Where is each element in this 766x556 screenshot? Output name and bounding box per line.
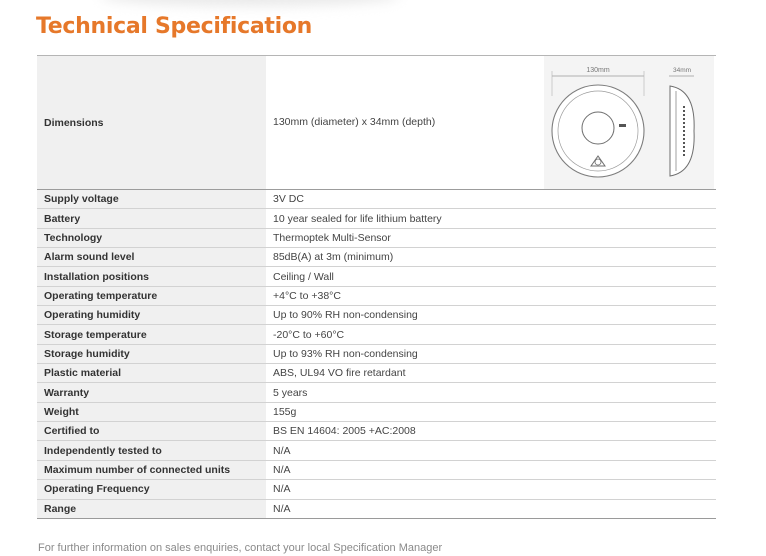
row-label: Storage humidity: [37, 344, 266, 363]
table-row: [37, 402, 716, 421]
row-label: Alarm sound level: [37, 248, 266, 267]
row-label: Range: [37, 499, 266, 518]
row-label: Dimensions: [37, 56, 266, 190]
row-label: Independently tested to: [37, 441, 266, 460]
table-row: [37, 325, 716, 344]
table-row: [37, 306, 716, 325]
table-row: [37, 480, 716, 499]
footer-note: For further information on sales enquiries, contact your local Specification Manager: [38, 542, 443, 554]
row-value: ABS, UL94 VO fire retardant: [266, 364, 716, 383]
row-value: 10 year sealed for life lithium battery: [266, 209, 716, 228]
row-value: -20°C to +60°C: [266, 325, 716, 344]
row-value: Ceiling / Wall: [266, 267, 716, 286]
spec-table-body: [37, 56, 716, 519]
table-row: [37, 499, 716, 518]
row-label: Operating temperature: [37, 286, 266, 305]
row-label: Plastic material: [37, 364, 266, 383]
detector-drawing: [544, 56, 714, 189]
table-row: [37, 267, 716, 286]
width-dimension-label: 130mm: [586, 67, 610, 74]
spec-table: [37, 55, 716, 519]
row-label: Storage temperature: [37, 325, 266, 344]
table-row: [37, 344, 716, 363]
row-label: Certified to: [37, 422, 266, 441]
table-row: [37, 248, 716, 267]
row-value: Up to 90% RH non-condensing: [266, 306, 716, 325]
dimensions-cell: [266, 56, 716, 190]
depth-dimension-label: 34mm: [672, 67, 692, 74]
row-label: Installation positions: [37, 267, 266, 286]
detector-center-button: [582, 112, 614, 144]
table-row: [37, 209, 716, 228]
row-value: 155g: [266, 402, 716, 421]
table-row: [37, 441, 716, 460]
table-row: [37, 422, 716, 441]
page-title: Technical Specification: [36, 14, 313, 39]
row-label: Operating humidity: [37, 306, 266, 325]
row-value: 130mm (diameter) x 34mm (depth): [273, 116, 436, 128]
table-row: [37, 364, 716, 383]
row-value: N/A: [266, 499, 716, 518]
row-label: Supply voltage: [37, 190, 266, 209]
row-label: Warranty: [37, 383, 266, 402]
row-label: Maximum number of connected units: [37, 460, 266, 479]
table-row: [37, 228, 716, 247]
row-value: 85dB(A) at 3m (minimum): [266, 248, 716, 267]
row-label: Battery: [37, 209, 266, 228]
row-label: Technology: [37, 228, 266, 247]
table-row: [37, 286, 716, 305]
row-value: 3V DC: [266, 190, 716, 209]
row-label: Weight: [37, 402, 266, 421]
row-value: Up to 93% RH non-condensing: [266, 344, 716, 363]
table-row: [37, 460, 716, 479]
top-shadow-decoration: [100, 0, 400, 6]
row-value: BS EN 14604: 2005 +AC:2008: [266, 422, 716, 441]
table-row: [37, 190, 716, 209]
row-value: +4°C to +38°C: [266, 286, 716, 305]
row-value: N/A: [266, 480, 716, 499]
row-value: Thermoptek Multi-Sensor: [266, 228, 716, 247]
table-row: [37, 383, 716, 402]
row-value: N/A: [266, 460, 716, 479]
detector-led-indicator: [619, 124, 626, 127]
row-label: Operating Frequency: [37, 480, 266, 499]
row-value: N/A: [266, 441, 716, 460]
row-value: 5 years: [266, 383, 716, 402]
table-row-dimensions: [37, 56, 716, 190]
